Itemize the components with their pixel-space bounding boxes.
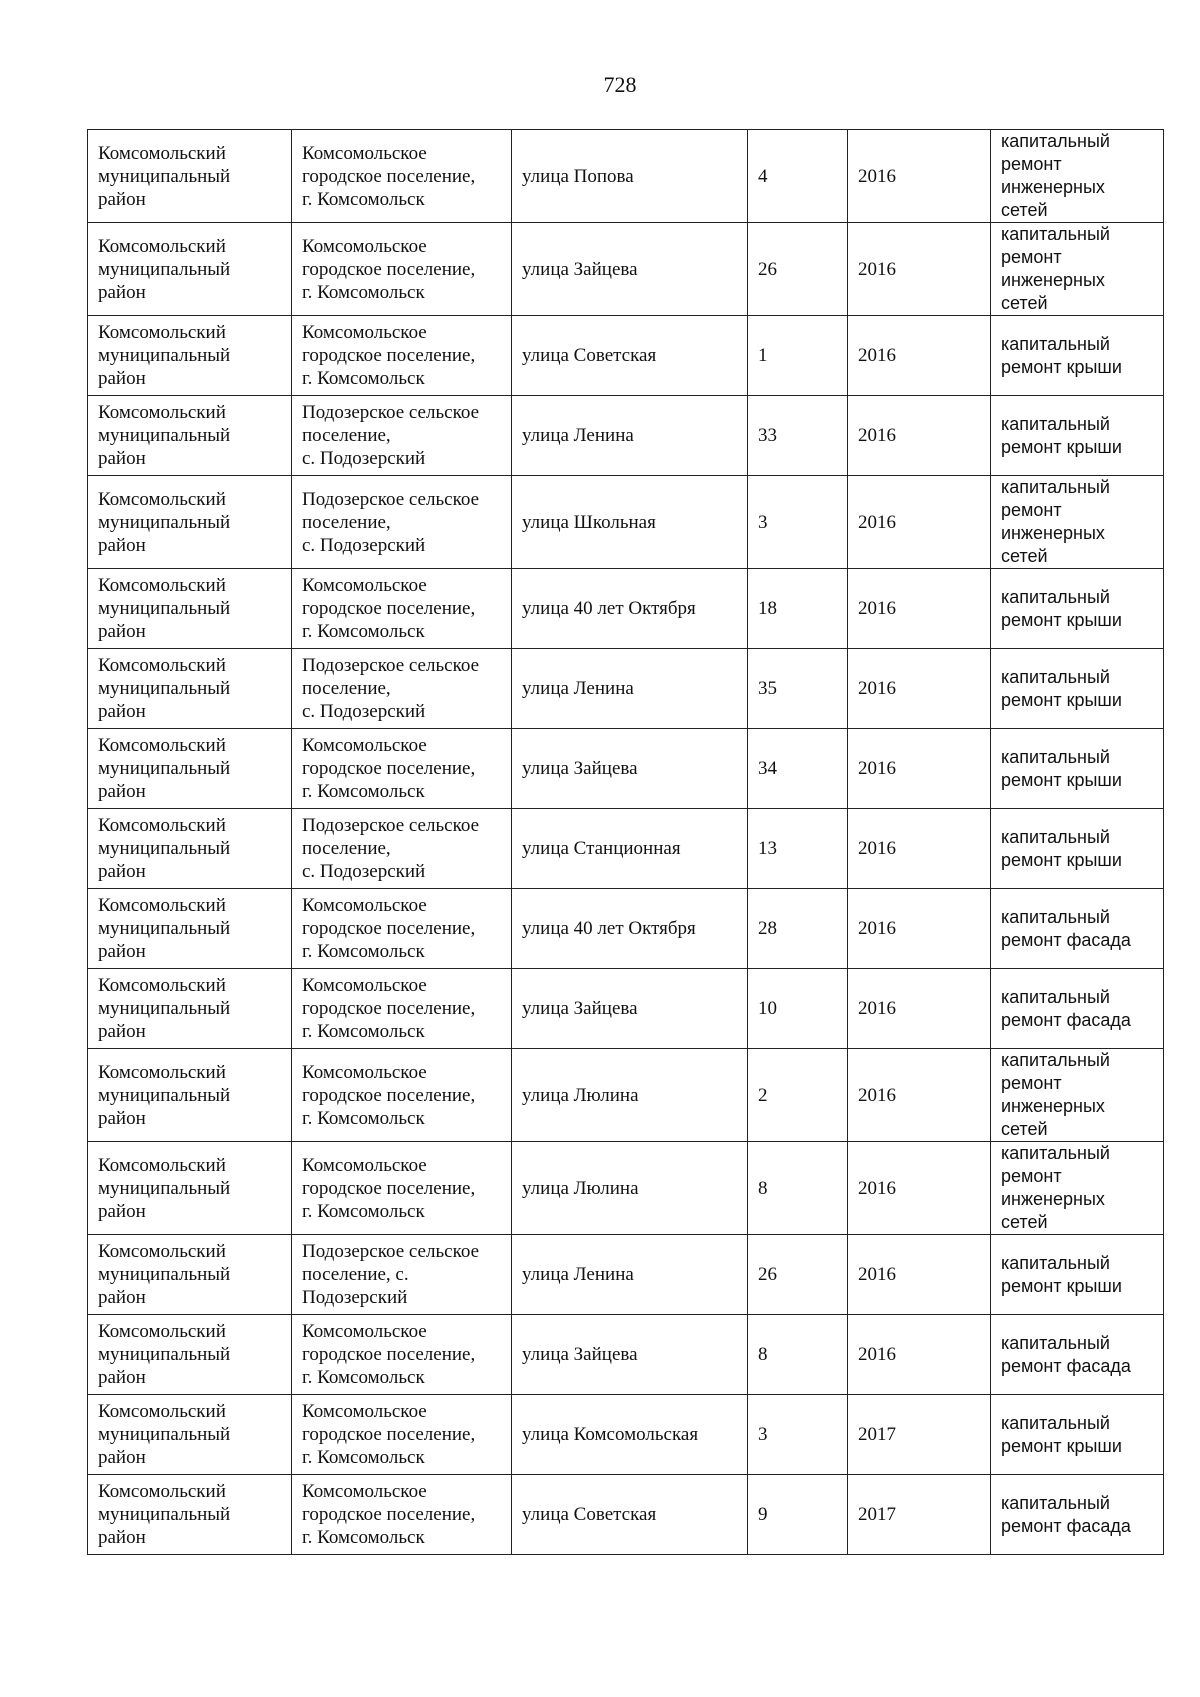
year-cell xyxy=(848,729,991,809)
district-text: Комсомольский муниципальный район xyxy=(98,322,231,389)
year-text: 2017 xyxy=(858,1504,896,1525)
house-number-text: 1 xyxy=(758,345,768,366)
work-type-cell xyxy=(991,1142,1164,1235)
district-cell xyxy=(88,223,292,316)
house-number-text: 8 xyxy=(758,1344,768,1365)
settlement-text: Подозерское сельское поселение, с. Подозерский xyxy=(302,815,480,882)
street-text: улица Станционная xyxy=(522,838,681,859)
house-cell xyxy=(748,396,848,476)
street-cell xyxy=(512,1049,748,1142)
work-type-text: капитальный ремонт фасада xyxy=(1001,986,1131,1030)
house-cell xyxy=(748,223,848,316)
street-text: улица Зайцева xyxy=(522,998,638,1019)
district-cell xyxy=(88,1049,292,1142)
table-body xyxy=(88,130,1164,1555)
settlement-text: Комсомольское городское поселение, г. Комсомольск xyxy=(302,1154,476,1222)
house-cell xyxy=(748,316,848,396)
district-cell xyxy=(88,809,292,889)
street-text: улица 40 лет Октября xyxy=(522,598,696,619)
settlement-text: Комсомольское городское поселение, г. Комсомольск xyxy=(302,235,476,303)
house-number-text: 33 xyxy=(758,425,777,446)
year-text: 2016 xyxy=(858,511,896,533)
table-row xyxy=(88,889,1164,969)
house-cell xyxy=(748,729,848,809)
district-cell xyxy=(88,396,292,476)
year-cell xyxy=(848,1142,991,1235)
year-text: 2016 xyxy=(858,1084,896,1106)
district-text: Комсомольский муниципальный район xyxy=(98,1481,231,1548)
year-cell xyxy=(848,1315,991,1395)
district-cell xyxy=(88,889,292,969)
work-type-cell xyxy=(991,649,1164,729)
street-text: улица 40 лет Октября xyxy=(522,918,696,939)
table-row xyxy=(88,569,1164,649)
settlement-cell xyxy=(292,649,512,729)
work-type-text: капитальный ремонт крыши xyxy=(1001,586,1122,630)
settlement-cell xyxy=(292,969,512,1049)
house-cell xyxy=(748,1049,848,1142)
table-row xyxy=(88,1142,1164,1235)
street-text: улица Советская xyxy=(522,345,657,366)
house-cell xyxy=(748,130,848,223)
district-cell xyxy=(88,649,292,729)
street-text: улица Ленина xyxy=(522,425,634,446)
year-cell xyxy=(848,809,991,889)
settlement-text: Комсомольское городское поселение, г. Комсомольск xyxy=(302,1401,476,1468)
work-type-cell xyxy=(991,1315,1164,1395)
work-type-cell xyxy=(991,1235,1164,1315)
year-cell xyxy=(848,1049,991,1142)
year-cell xyxy=(848,1235,991,1315)
street-cell xyxy=(512,1475,748,1555)
year-cell xyxy=(848,1475,991,1555)
street-text: улица Школьная xyxy=(522,511,656,533)
year-text: 2016 xyxy=(858,165,896,187)
district-cell xyxy=(88,1395,292,1475)
street-cell xyxy=(512,476,748,569)
district-cell xyxy=(88,569,292,649)
table-row xyxy=(88,1315,1164,1395)
district-cell xyxy=(88,130,292,223)
house-cell xyxy=(748,1475,848,1555)
work-type-cell xyxy=(991,130,1164,223)
district-text: Комсомольский муниципальный район xyxy=(98,1401,231,1468)
table-row xyxy=(88,1235,1164,1315)
work-type-cell xyxy=(991,316,1164,396)
district-cell xyxy=(88,729,292,809)
table-row xyxy=(88,396,1164,476)
work-type-text: капитальный ремонт крыши xyxy=(1001,666,1122,710)
settlement-cell xyxy=(292,889,512,969)
house-number-text: 4 xyxy=(758,165,768,187)
house-number-text: 26 xyxy=(758,258,777,280)
work-type-cell xyxy=(991,223,1164,316)
settlement-text: Комсомольское городское поселение, г. Комсомольск xyxy=(302,735,476,802)
year-text: 2016 xyxy=(858,758,896,779)
house-number-text: 18 xyxy=(758,598,777,619)
year-cell xyxy=(848,649,991,729)
work-type-text: капитальный ремонт инженерных сетей xyxy=(1001,1050,1110,1139)
year-cell xyxy=(848,476,991,569)
work-type-text: капитальный ремонт инженерных сетей xyxy=(1001,1143,1110,1232)
settlement-text: Комсомольское городское поселение, г. Комсомольск xyxy=(302,895,476,962)
district-cell xyxy=(88,1475,292,1555)
work-type-text: капитальный ремонт крыши xyxy=(1001,413,1122,457)
settlement-text: Комсомольское городское поселение, г. Комсомольск xyxy=(302,1481,476,1548)
house-cell xyxy=(748,1235,848,1315)
street-cell xyxy=(512,569,748,649)
district-cell xyxy=(88,1235,292,1315)
work-type-cell xyxy=(991,1475,1164,1555)
house-cell xyxy=(748,649,848,729)
settlement-text: Подозерское сельское поселение, с. Подозерский xyxy=(302,655,480,722)
settlement-text: Подозерское сельское поселение, с. Подозерский xyxy=(302,488,480,556)
street-text: улица Люлина xyxy=(522,1084,639,1106)
work-type-cell xyxy=(991,1395,1164,1475)
work-type-cell xyxy=(991,1049,1164,1142)
settlement-cell xyxy=(292,1395,512,1475)
work-type-cell xyxy=(991,569,1164,649)
settlement-text: Комсомольское городское поселение, г. Комсомольск xyxy=(302,1321,476,1388)
district-cell xyxy=(88,476,292,569)
district-text: Комсомольский муниципальный район xyxy=(98,1154,231,1222)
year-cell xyxy=(848,1395,991,1475)
settlement-cell xyxy=(292,223,512,316)
year-cell xyxy=(848,889,991,969)
table-row xyxy=(88,130,1164,223)
house-number-text: 10 xyxy=(758,998,777,1019)
table-row xyxy=(88,1395,1164,1475)
street-cell xyxy=(512,1395,748,1475)
street-cell xyxy=(512,396,748,476)
year-cell xyxy=(848,316,991,396)
year-text: 2016 xyxy=(858,1264,896,1285)
year-cell xyxy=(848,130,991,223)
district-text: Комсомольский муниципальный район xyxy=(98,735,231,802)
year-text: 2016 xyxy=(858,598,896,619)
settlement-text: Комсомольское городское поселение, г. Комсомольск xyxy=(302,575,476,642)
work-type-text: капитальный ремонт крыши xyxy=(1001,826,1122,870)
district-text: Комсомольский муниципальный район xyxy=(98,1321,231,1388)
table-row xyxy=(88,649,1164,729)
street-cell xyxy=(512,316,748,396)
street-cell xyxy=(512,130,748,223)
settlement-cell xyxy=(292,1475,512,1555)
year-text: 2016 xyxy=(858,258,896,280)
settlement-cell xyxy=(292,1315,512,1395)
house-number-text: 9 xyxy=(758,1504,768,1525)
work-type-cell xyxy=(991,476,1164,569)
year-cell xyxy=(848,569,991,649)
district-text: Комсомольский муниципальный район xyxy=(98,815,231,882)
street-text: улица Люлина xyxy=(522,1177,639,1199)
settlement-text: Подозерское сельское поселение, с. Подозерский xyxy=(302,1241,480,1308)
table-row xyxy=(88,729,1164,809)
table-row xyxy=(88,809,1164,889)
settlement-cell xyxy=(292,476,512,569)
settlement-cell xyxy=(292,130,512,223)
house-number-text: 13 xyxy=(758,838,777,859)
year-cell xyxy=(848,223,991,316)
district-text: Комсомольский муниципальный район xyxy=(98,402,231,469)
settlement-cell xyxy=(292,316,512,396)
house-cell xyxy=(748,569,848,649)
year-text: 2016 xyxy=(858,345,896,366)
table-row xyxy=(88,969,1164,1049)
settlement-cell xyxy=(292,809,512,889)
table-row xyxy=(88,476,1164,569)
table-row xyxy=(88,316,1164,396)
street-text: улица Ленина xyxy=(522,1264,634,1285)
house-number-text: 28 xyxy=(758,918,777,939)
work-type-text: капитальный ремонт инженерных сетей xyxy=(1001,224,1110,313)
settlement-cell xyxy=(292,1235,512,1315)
district-text: Комсомольский муниципальный район xyxy=(98,1061,231,1129)
settlement-text: Подозерское сельское поселение, с. Подозерский xyxy=(302,402,480,469)
district-text: Комсомольский муниципальный район xyxy=(98,975,231,1042)
street-cell xyxy=(512,969,748,1049)
settlement-cell xyxy=(292,1142,512,1235)
settlement-text: Комсомольское городское поселение, г. Комсомольск xyxy=(302,322,476,389)
street-cell xyxy=(512,649,748,729)
district-cell xyxy=(88,316,292,396)
settlement-cell xyxy=(292,569,512,649)
house-number-text: 26 xyxy=(758,1264,777,1285)
district-text: Комсомольский муниципальный район xyxy=(98,1241,231,1308)
district-text: Комсомольский муниципальный район xyxy=(98,655,231,722)
year-text: 2016 xyxy=(858,425,896,446)
house-cell xyxy=(748,1395,848,1475)
street-text: улица Советская xyxy=(522,1504,657,1525)
house-number-text: 3 xyxy=(758,511,768,533)
work-type-cell xyxy=(991,396,1164,476)
year-text: 2016 xyxy=(858,1177,896,1199)
district-text: Комсомольский муниципальный район xyxy=(98,575,231,642)
district-text: Комсомольский муниципальный район xyxy=(98,142,231,210)
page-number: 728 xyxy=(603,72,637,97)
street-cell xyxy=(512,223,748,316)
settlement-text: Комсомольское городское поселение, г. Комсомольск xyxy=(302,1061,476,1129)
house-cell xyxy=(748,969,848,1049)
house-number-text: 35 xyxy=(758,678,777,699)
year-text: 2016 xyxy=(858,998,896,1019)
house-number-text: 2 xyxy=(758,1084,768,1106)
work-type-cell xyxy=(991,889,1164,969)
house-number-text: 3 xyxy=(758,1424,768,1445)
house-cell xyxy=(748,476,848,569)
district-cell xyxy=(88,1142,292,1235)
street-cell xyxy=(512,809,748,889)
work-type-cell xyxy=(991,809,1164,889)
work-type-text: капитальный ремонт крыши xyxy=(1001,746,1122,790)
table-row xyxy=(88,1475,1164,1555)
street-text: улица Зайцева xyxy=(522,258,638,280)
settlement-cell xyxy=(292,396,512,476)
house-cell xyxy=(748,1315,848,1395)
street-text: улица Зайцева xyxy=(522,1344,638,1365)
work-type-text: капитальный ремонт фасада xyxy=(1001,906,1131,950)
district-text: Комсомольский муниципальный район xyxy=(98,235,231,303)
street-text: улица Попова xyxy=(522,165,634,187)
street-text: улица Ленина xyxy=(522,678,634,699)
work-type-cell xyxy=(991,969,1164,1049)
year-text: 2016 xyxy=(858,678,896,699)
work-type-text: капитальный ремонт инженерных сетей xyxy=(1001,477,1110,566)
house-cell xyxy=(748,809,848,889)
work-type-text: капитальный ремонт крыши xyxy=(1001,333,1122,377)
settlement-text: Комсомольское городское поселение, г. Комсомольск xyxy=(302,975,476,1042)
work-type-text: капитальный ремонт инженерных сетей xyxy=(1001,131,1110,220)
table-row xyxy=(88,223,1164,316)
district-cell xyxy=(88,969,292,1049)
work-type-text: капитальный ремонт фасада xyxy=(1001,1492,1131,1536)
year-cell xyxy=(848,396,991,476)
year-text: 2016 xyxy=(858,918,896,939)
year-cell xyxy=(848,969,991,1049)
work-type-cell xyxy=(991,729,1164,809)
settlement-cell xyxy=(292,1049,512,1142)
house-number-text: 34 xyxy=(758,758,777,779)
house-cell xyxy=(748,1142,848,1235)
work-type-text: капитальный ремонт крыши xyxy=(1001,1252,1122,1296)
house-cell xyxy=(748,889,848,969)
year-text: 2016 xyxy=(858,838,896,859)
year-text: 2017 xyxy=(858,1424,896,1445)
settlement-text: Комсомольское городское поселение, г. Комсомольск xyxy=(302,142,476,210)
table-row xyxy=(88,1049,1164,1142)
street-cell xyxy=(512,1315,748,1395)
district-cell xyxy=(88,1315,292,1395)
street-cell xyxy=(512,729,748,809)
year-text: 2016 xyxy=(858,1344,896,1365)
district-text: Комсомольский муниципальный район xyxy=(98,488,231,556)
street-cell xyxy=(512,1235,748,1315)
street-text: улица Зайцева xyxy=(522,758,638,779)
settlement-cell xyxy=(292,729,512,809)
work-type-text: капитальный ремонт фасада xyxy=(1001,1332,1131,1376)
street-text: улица Комсомольская xyxy=(522,1424,699,1445)
house-number-text: 8 xyxy=(758,1177,768,1199)
repair-registry-table xyxy=(87,129,1164,1555)
street-cell xyxy=(512,889,748,969)
work-type-text: капитальный ремонт крыши xyxy=(1001,1412,1122,1456)
district-text: Комсомольский муниципальный район xyxy=(98,895,231,962)
street-cell xyxy=(512,1142,748,1235)
